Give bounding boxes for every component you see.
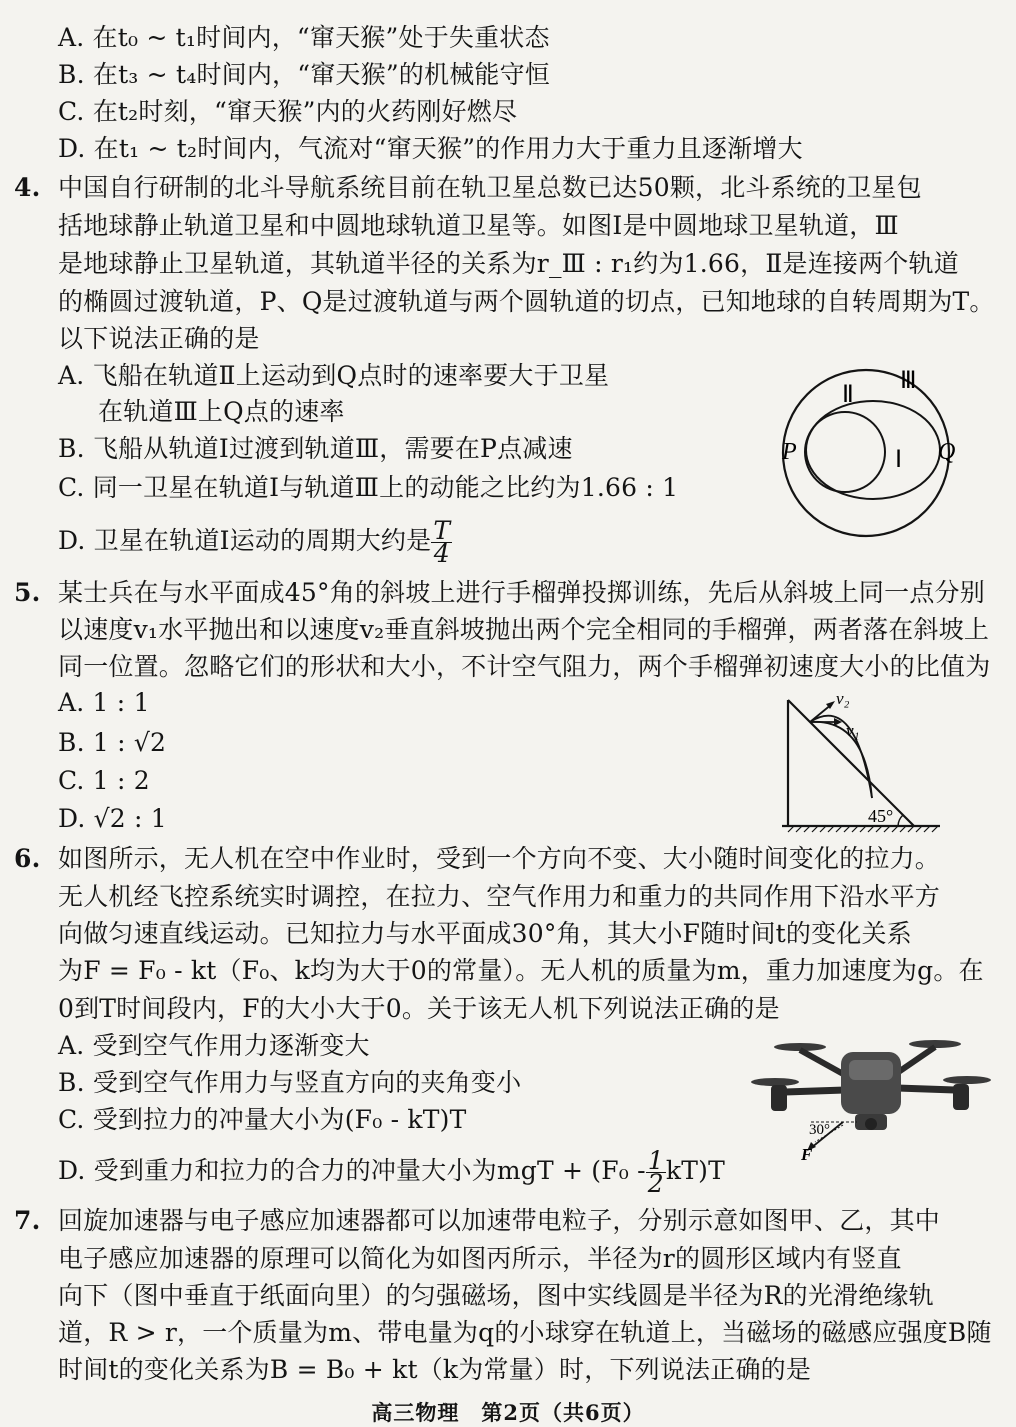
q3-option-d: D. 在t₁ ~ t₂时间内，气流对“窜天猴”的作用力大于重力且逐渐增大 <box>58 134 803 163</box>
q3-option-b: B. 在t₃ ~ t₄时间内，“窜天猴”的机械能守恒 <box>58 60 551 89</box>
label-v1: v₁ <box>846 721 860 740</box>
q5-option-b: B. 1 : √2 <box>58 728 167 757</box>
label-force-F: F <box>801 1145 813 1164</box>
q4-stem-line-3: 是地球静止卫星轨道，其轨道半径的关系为r_Ⅲ : r₁约为1.66，Ⅱ是连接两个轨道 <box>58 249 959 278</box>
q4-option-a-cont: 在轨道Ⅲ上Q点的速率 <box>98 397 345 426</box>
q4-stem-line-2: 括地球静止轨道卫星和中圆地球轨道卫星等。如图Ⅰ是中圆地球卫星轨道，Ⅲ <box>58 211 899 240</box>
q6-stem-line-3: 向做匀速直线运动。已知拉力与水平面成30°角，其大小F随时间t的变化关系 <box>58 919 912 948</box>
q7-stem-line-3: 向下（图中垂直于纸面向里）的匀强磁场，图中实线圆是半径为R的光滑绝缘轨 <box>58 1281 934 1310</box>
drone-icon <box>751 1040 991 1130</box>
label-point-Q: Q <box>938 439 956 465</box>
q4-option-a: A. 飞船在轨道Ⅱ上运动到Q点时的速率要大于卫星 <box>58 361 610 390</box>
q5-stem-line-3: 同一位置。忽略它们的形状和大小，不计空气阻力，两个手榴弹初速度大小的比值为 <box>58 652 991 681</box>
q4-stem-line-1: 4. 中国自行研制的北斗导航系统目前在轨卫星总数已达50颗，北斗系统的卫星包 <box>14 173 922 202</box>
q4-number: 4. <box>14 173 41 202</box>
label-orbit-II: Ⅱ <box>842 382 854 408</box>
q4-option-d: D. 卫星在轨道Ⅰ运动的周期大约是 $\frac{T}{4}$ <box>58 516 451 568</box>
q4-stem-line-5: 以下说法正确的是 <box>58 324 260 353</box>
trajectory-v1 <box>810 722 872 798</box>
slope-line <box>788 700 914 826</box>
q6-stem-line-2: 无人机经飞控系统实时调控，在拉力、空气作用力和重力的共同作用下沿水平方 <box>58 882 941 911</box>
q6-option-c: C. 受到拉力的冲量大小为(F₀ - kT)T <box>58 1105 467 1134</box>
q6-option-b: B. 受到空气作用力与竖直方向的夹角变小 <box>58 1068 522 1097</box>
angle-arc <box>898 815 903 826</box>
q4-option-d-fraction: $\frac{T}{4}$ <box>433 516 451 568</box>
q6-stem-line-1: 6. 如图所示，无人机在空中作业时，受到一个方向不变、大小随时间变化的拉力。 <box>14 844 941 873</box>
label-45-degrees: 45° <box>868 806 894 826</box>
orbit-I <box>805 412 885 492</box>
q3-option-a: A. 在t₀ ~ t₁时间内，“窜天猴”处于失重状态 <box>58 23 550 52</box>
q6-option-a: A. 受到空气作用力逐渐变大 <box>58 1031 370 1060</box>
q7-stem-line-4: 道，R > r，一个质量为m、带电量为q的小球穿在轨道上，当磁场的磁感应强度B随 <box>58 1318 992 1347</box>
orbit-III <box>783 370 949 536</box>
q6-option-d-fraction: $\frac{1}{2}$ <box>647 1146 664 1198</box>
label-v2: v₂ <box>836 689 850 708</box>
orbit-diagram <box>780 355 1005 555</box>
q5-stem-line-2: 以速度v₁水平抛出和以速度v₂垂直斜坡抛出两个完全相同的手榴弹，两者落在斜坡上 <box>58 615 990 644</box>
q7-stem-line-2: 电子感应加速器的原理可以简化为如图丙所示，半径为r的圆形区域内有竖直 <box>58 1244 902 1273</box>
label-orbit-I: Ⅰ <box>895 447 903 473</box>
q4-option-b: B. 飞船从轨道Ⅰ过渡到轨道Ⅲ，需要在P点减速 <box>58 434 573 463</box>
q7-stem-line-5: 时间t的变化关系为B = B₀ + kt（k为常量）时，下列说法正确的是 <box>58 1355 812 1384</box>
page-footer: 高三物理 第2页（共6页） <box>371 1400 645 1425</box>
q5-option-d: D. √2 : 1 <box>58 804 167 833</box>
q6-stem-line-5: 0到T时间段内，F的大小大于0。关于该无人机下列说法正确的是 <box>58 994 780 1023</box>
q6-number: 6. <box>14 844 41 873</box>
q5-stem-line-1: 5. 某士兵在与水平面成45°角的斜坡上进行手榴弹投掷训练，先后从斜坡上同一点分别 <box>14 578 985 607</box>
q5-number: 5. <box>14 578 41 607</box>
drone-diagram <box>745 1030 1000 1170</box>
q7-stem-line-1: 7. 回旋加速器与电子感应加速器都可以加速带电粒子，分别示意如图甲、乙，其中 <box>14 1206 941 1235</box>
label-orbit-III: Ⅲ <box>900 368 917 394</box>
q7-number: 7. <box>14 1206 41 1235</box>
slope-diagram <box>780 688 950 838</box>
q5-option-a: A. 1 : 1 <box>58 688 150 717</box>
q6-stem-line-4: 为F = F₀ - kt（F₀、k均为大于0的常量）。无人机的质量为m，重力加速度为g。在 <box>58 956 984 985</box>
q4-stem-line-4: 的椭圆过渡轨道，P、Q是过渡轨道与两个圆轨道的切点，已知地球的自转周期为T。 <box>58 287 995 316</box>
q3-option-c: C. 在t₂时刻，“窜天猴”内的火药刚好燃尽 <box>58 97 518 126</box>
q4-option-c: C. 同一卫星在轨道Ⅰ与轨道Ⅲ上的动能之比约为1.66 : 1 <box>58 473 679 502</box>
q6-option-d: D. 受到重力和拉力的合力的冲量大小为mgT + (F₀ - $\frac{1}{2}$ kT)T <box>58 1146 725 1198</box>
label-30-degrees: 30° <box>809 1122 830 1138</box>
q5-option-c: C. 1 : 2 <box>58 766 150 795</box>
label-point-P: P <box>782 439 797 465</box>
